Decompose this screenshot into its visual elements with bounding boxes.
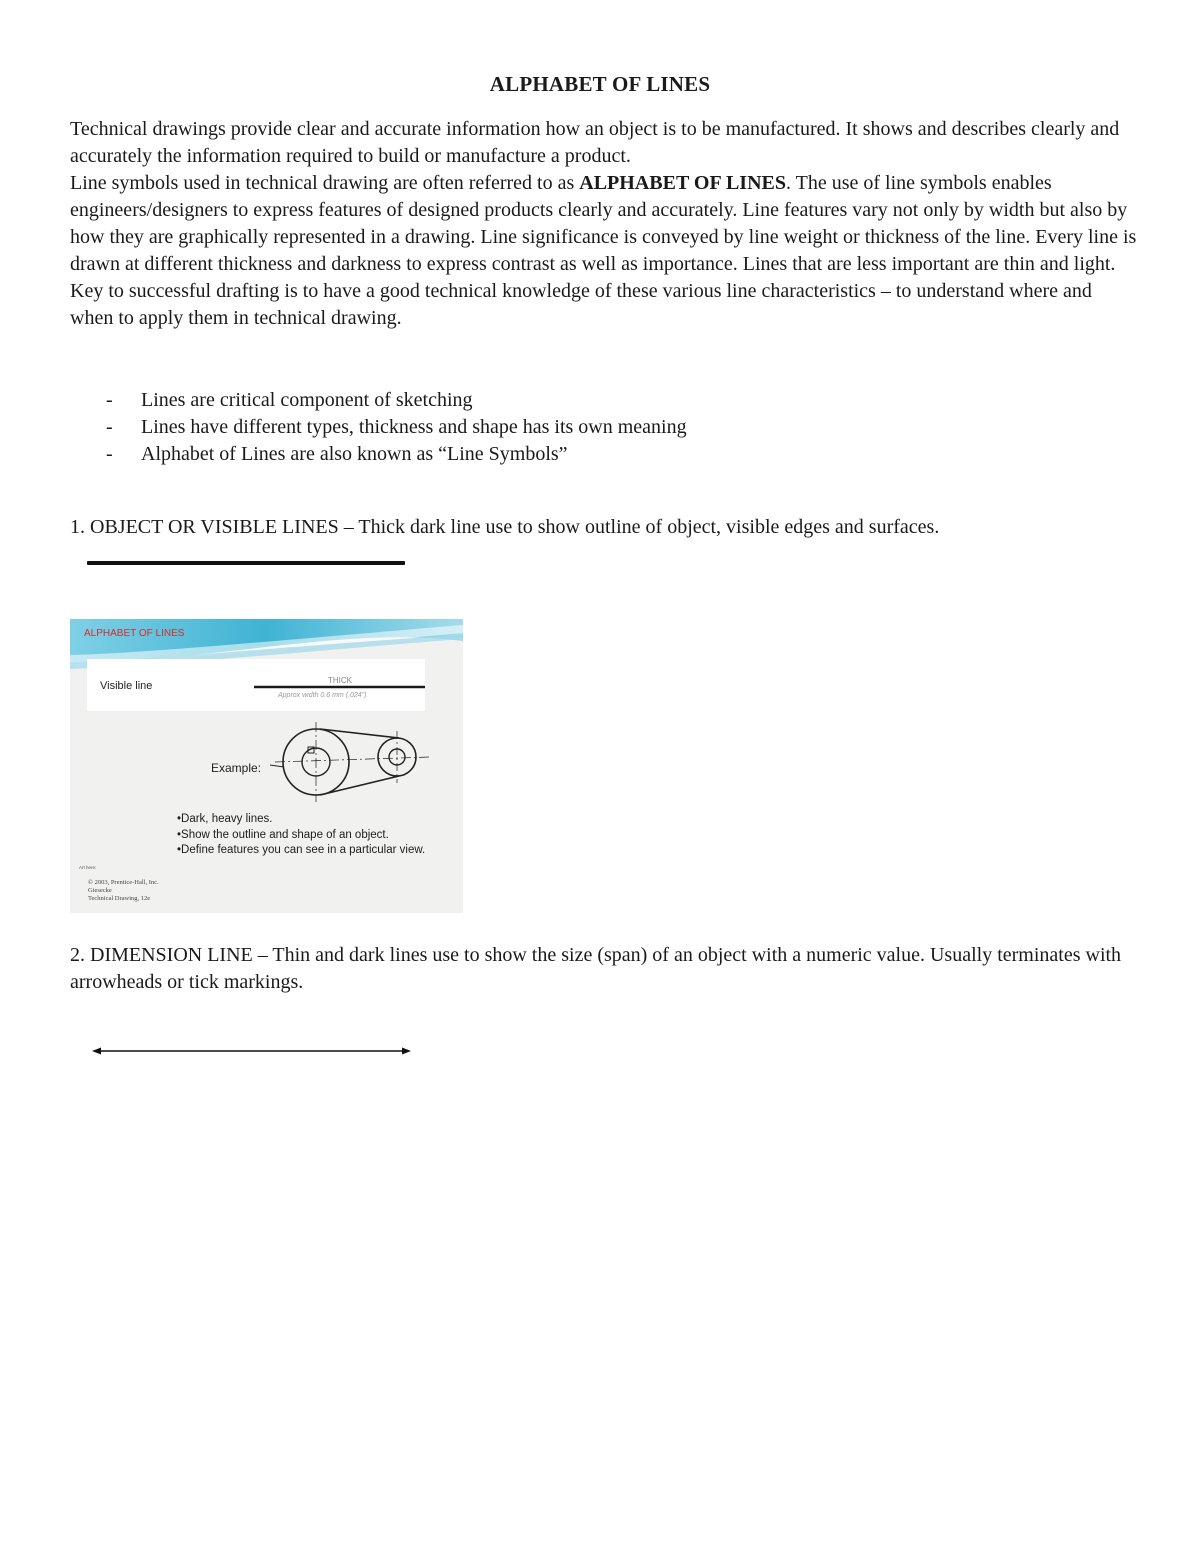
- list-item: [70, 441, 1070, 468]
- bullet-text: Alphabet of Lines are also known as “Line Symbols”: [141, 443, 568, 465]
- dimension-line-sample: [90, 1043, 415, 1059]
- object-line-sample: [87, 561, 405, 565]
- intro-p2-bold: ALPHABET OF LINES: [579, 172, 786, 194]
- credit-line: © 2003, Prentice-Hall, Inc.: [88, 879, 159, 886]
- slide-background: [70, 619, 463, 913]
- slide-bullet-list: [177, 812, 447, 859]
- bullet-dash: -: [106, 443, 113, 465]
- list-item: [70, 387, 1070, 414]
- bullet-dash: -: [106, 416, 113, 438]
- slide-credit: [88, 879, 159, 903]
- intro-paragraph-2: [70, 170, 1140, 332]
- slide-visible-line-label: Visible line: [100, 680, 153, 692]
- intro-p2-before: Line symbols used in technical drawing are often referred to as: [70, 172, 580, 194]
- credit-line: Giesecke: [88, 887, 112, 894]
- bullet-text: Lines are critical component of sketching: [141, 389, 473, 411]
- bullet-text: Lines have different types, thickness and shape has its own meaning: [141, 416, 687, 438]
- list-item: •Dark, heavy lines.: [177, 813, 273, 825]
- credit-line: Technical Drawing, 12e: [88, 895, 151, 902]
- list-item: [70, 414, 1070, 441]
- intro-p2-after: . The use of line symbols enables engineers/designers to express features of designed products clearly and accurately. Line features vary not only by width but also by how they are graphically represented in a drawing. Line significance is conveyed by line weight or thickness of the line. Every line is drawn at different thickness and darkness to express contrast as well as importance. Lines that are less important are thin and light. Key to successful drafting is to have a good technical knowledge of these various line characteristics – to understand where and when to apply them in technical drawing.: [70, 172, 1137, 329]
- slide-thick-label: THICK: [328, 676, 352, 685]
- page-title: ALPHABET OF LINES: [489, 72, 711, 96]
- slide-example-label: Example:: [211, 761, 262, 775]
- list-item: •Define features you can see in a particular view.: [177, 844, 426, 856]
- section-2-heading: 2. DIMENSION LINE – Thin and dark lines use to show the size (span) of an object with a numeric value. Usually terminates with arrowheads or tick markings.: [70, 944, 1122, 993]
- slide-title: ALPHABET OF LINES: [84, 628, 185, 639]
- intro-paragraph-1: Technical drawings provide clear and accurate information how an object is to be manufactured. It shows and describes clearly and accurately the information required to build or manufacture a product.: [70, 118, 1120, 167]
- slide-approx-width-label: Approx width 0.6 mm (.024"): [278, 692, 367, 699]
- list-item: •Show the outline and shape of an object.: [177, 828, 389, 841]
- bullet-dash: -: [106, 389, 113, 411]
- section-1-heading: 1. OBJECT OR VISIBLE LINES – Thick dark line use to show outline of object, visible edges and surfaces.: [70, 516, 940, 538]
- slide-credit-small: Art here:: [79, 865, 97, 870]
- visible-line-slide-image: [70, 619, 463, 913]
- bullet-list: [70, 387, 1070, 468]
